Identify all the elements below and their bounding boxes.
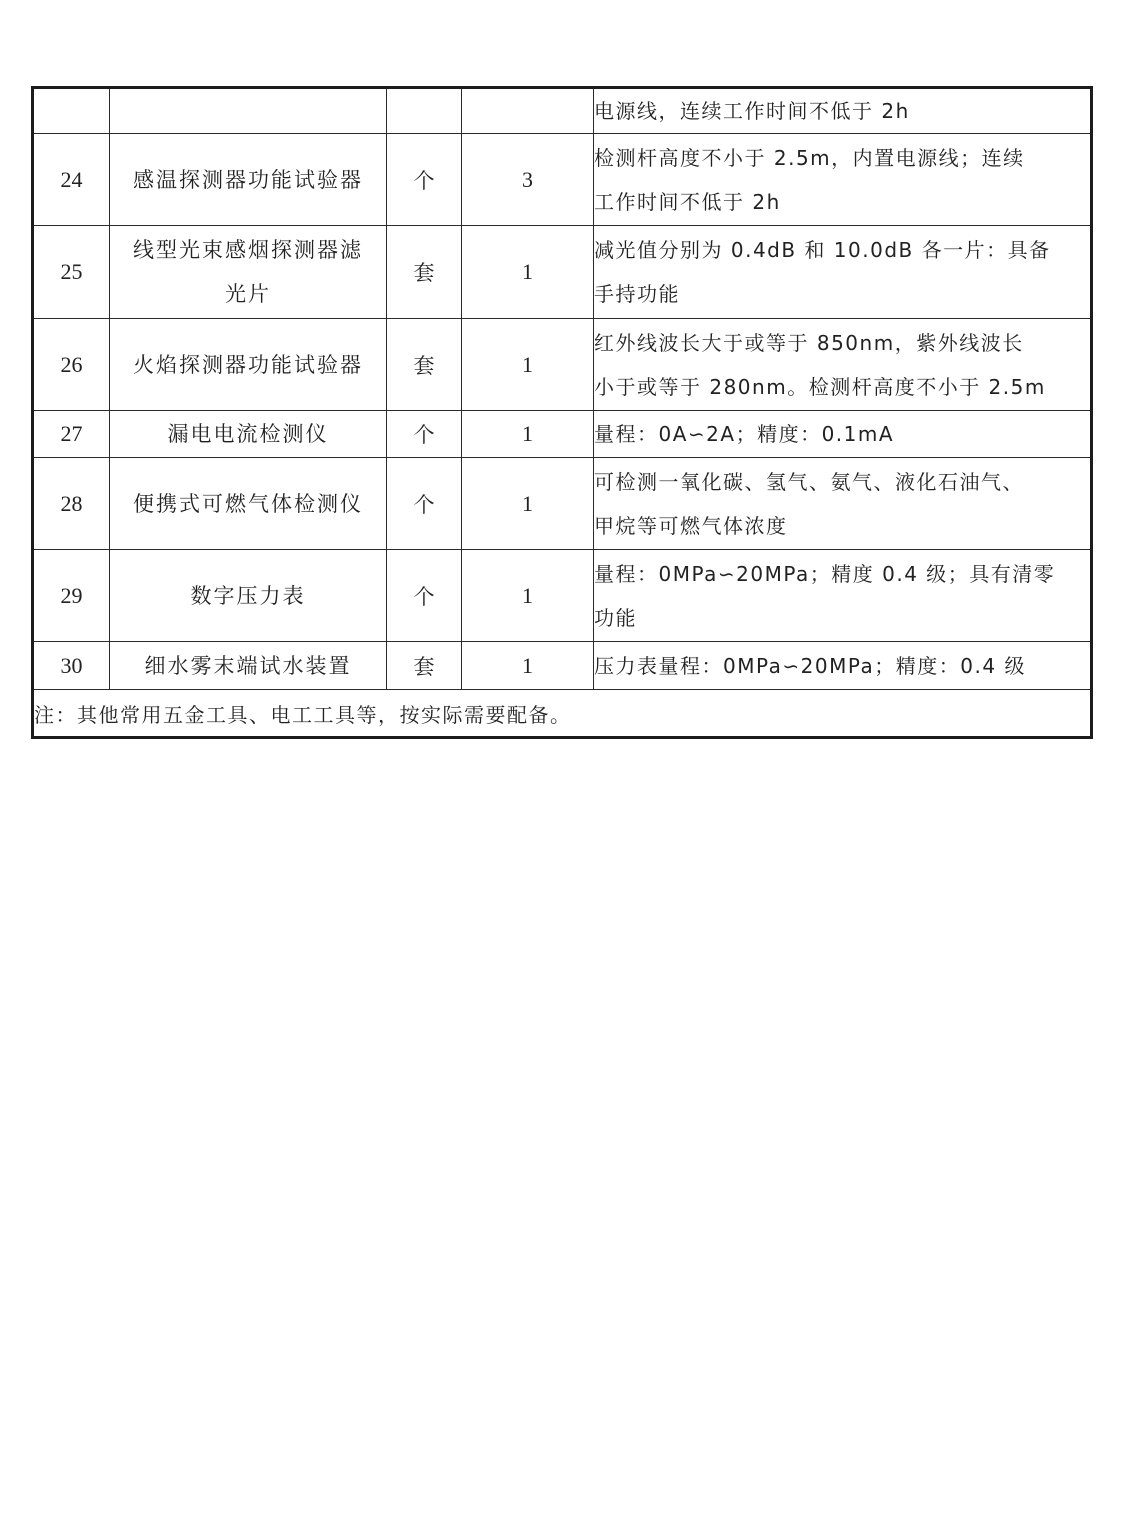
cell-unit [387,88,462,134]
cell-name [110,642,387,690]
cell-unit: 个 [387,550,462,642]
spec-line: 量程：0A∽2A；精度：0.1mA [594,422,895,446]
cell-unit: 个 [387,458,462,550]
cell-name [110,88,387,134]
cell-index: 30 [33,642,110,690]
spec-line: 压力表量程：0MPa∽20MPa；精度：0.4 级 [594,653,1026,678]
table-row [33,226,1092,319]
spec-line: 量程：0MPa∽20MPa；精度 0.4 级；具有清零 [594,561,1056,586]
cell-name [110,550,387,642]
cell-quantity [462,88,594,134]
spec-line: 手持功能 [594,282,680,306]
cell-quantity: 1 [462,226,594,319]
table-note-row [33,690,1092,738]
table-row [33,642,1092,690]
cell-quantity: 1 [462,411,594,458]
name-line: 便携式可燃气体检测仪 [133,491,363,516]
cell-unit: 个 [387,134,462,226]
spec-line: 小于或等于 280nm。检测杆高度不小于 2.5m [594,374,1046,399]
cell-name [110,134,387,226]
cell-unit: 个 [387,411,462,458]
cell-index: 25 [33,226,110,319]
cell-unit: 套 [387,226,462,319]
table-note: 注：其他常用五金工具、电工工具等，按实际需要配备。 [33,690,1092,738]
spec-line: 电源线，连续工作时间不低于 2h [594,99,910,123]
cell-index [33,88,110,134]
cell-quantity: 3 [462,134,594,226]
cell-spec [594,134,1092,226]
cell-unit: 套 [387,642,462,690]
name-line: 漏电电流检测仪 [167,422,329,446]
table-row [33,411,1092,458]
cell-index: 27 [33,411,110,458]
cell-index: 24 [33,134,110,226]
name-line: 数字压力表 [190,583,306,608]
cell-spec [594,319,1092,411]
spec-line: 可检测一氧化碳、氢气、氨气、液化石油气、 [594,469,1024,494]
name-line: 细水雾末端试水装置 [144,653,352,678]
table-row [33,458,1092,550]
cell-quantity: 1 [462,550,594,642]
spec-line: 功能 [594,605,637,630]
name-line: 感温探测器功能试验器 [133,167,363,192]
cell-name [110,226,387,319]
cell-unit: 套 [387,319,462,411]
table-row [33,319,1092,411]
table-row [33,550,1092,642]
cell-spec [594,458,1092,550]
table-row [33,88,1092,134]
spec-line: 甲烷等可燃气体浓度 [594,513,788,538]
cell-name [110,411,387,458]
spec-line: 检测杆高度不小于 2.5m，内置电源线；连续 [594,145,1025,170]
cell-spec [594,550,1092,642]
cell-spec [594,226,1092,319]
cell-spec [594,642,1092,690]
spec-line: 工作时间不低于 2h [594,189,781,214]
cell-index: 29 [33,550,110,642]
cell-quantity: 1 [462,458,594,550]
equipment-table [31,86,1093,739]
cell-name [110,458,387,550]
table-row [33,134,1092,226]
name-line: 火焰探测器功能试验器 [133,352,363,377]
spec-line: 红外线波长大于或等于 850nm，紫外线波长 [594,330,1024,355]
cell-name [110,319,387,411]
cell-quantity: 1 [462,642,594,690]
cell-index: 28 [33,458,110,550]
cell-spec [594,411,1092,458]
name-line: 线型光束感烟探测器滤 [133,238,363,262]
cell-spec [594,88,1092,134]
spec-line: 减光值分别为 0.4dB 和 10.0dB 各一片：具备 [594,238,1051,262]
name-line: 光片 [225,282,271,306]
cell-quantity: 1 [462,319,594,411]
cell-index: 26 [33,319,110,411]
